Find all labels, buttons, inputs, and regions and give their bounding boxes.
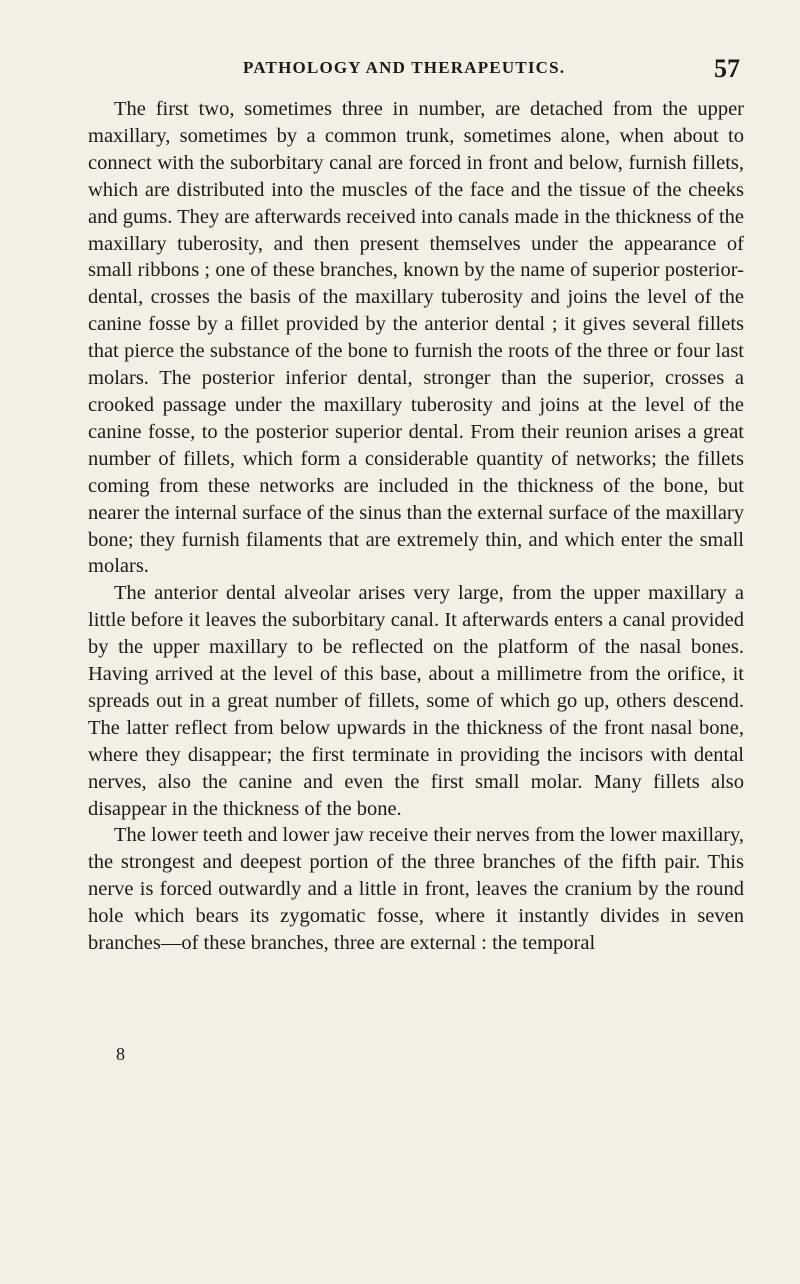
running-title: PATHOLOGY AND THERAPEUTICS. [243,58,566,77]
paragraph: The lower teeth and lower jaw receive their nerves from the lower maxillary, the strongest and deepest portion of the three branches of the fifth pair. This nerve is forced outwardly and a little in front, leaves the cranium by the round hole which bears its zygomatic fosse, where it instantly divides in seven branches—of these branches, three are external : the temporal [88,824,744,955]
running-head [98,54,740,88]
signature-mark: 8 [116,1044,125,1064]
paragraph: The first two, sometimes three in number, are detached from the upper maxillary, sometimes by a common trunk, sometimes alone, when about to connect with the suborbitary canal are forced in front and below, furnish fillets, which are distributed into the muscles of the face and the tissue of the cheeks and gums. They are afterwards received into canals made in the thickness of the maxillary tuberosity, and then present themselves under the appearance of small ribbons ; one of these branches, known by the name of superior posterior-dental, crosses the basis of the maxillary tuberosity and joins the level of the canine fosse by a fillet provided by the anterior dental ; it gives several fillets that pierce the substance of the bone to furnish the roots of the three or four last molars. The posterior inferior dental, stronger than the superior, crosses a crooked passage under the maxillary tuberosity and joins at the level of the canine fosse, to the posterior superior dental. From their reunion arises a great number of fillets, which form a considerable quantity of networks; the fillets coming from these networks are included in the thickness of the bone, but nearer the internal surface of the sinus than the external surface of the maxillary bone; they furnish filaments that are extremely thin, and which enter the small molars. [88,98,744,578]
page-number: 57 [714,54,740,83]
body-text [88,96,744,957]
paragraph: The anterior dental alveolar arises very large, from the upper maxillary a little before it leaves the suborbitary canal. It afterwards enters a canal provided by the upper maxillary to be reflected on the platform of the nasal bones. Having arrived at the level of this base, about a millimetre from the orifice, it spreads out in a great number of fillets, some of which go up, others descend. The latter reflect from below upwards in the thickness of the front nasal bone, where they disappear; the first terminate in providing the incisors with dental nerves, also the canine and even the first small molar. Many fillets also disappear in the thickness of the bone. [88,582,744,820]
